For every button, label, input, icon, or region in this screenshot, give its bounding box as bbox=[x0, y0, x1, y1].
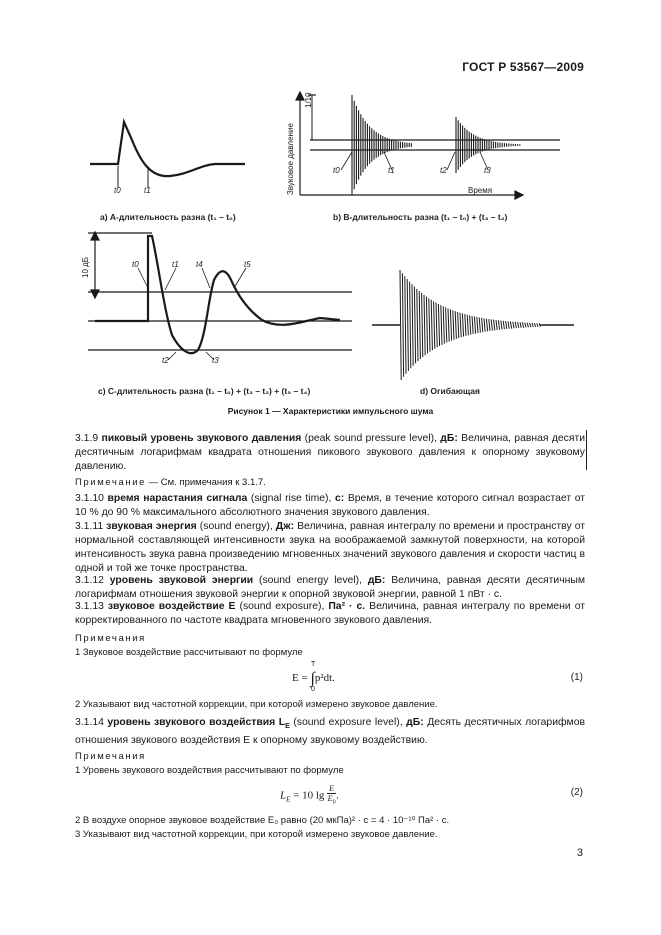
envelope-line bbox=[537, 323, 538, 327]
envelope-line bbox=[460, 313, 461, 338]
panel-a-markers bbox=[118, 166, 148, 188]
envelope-line bbox=[443, 306, 444, 343]
label-b-t1: t1 bbox=[388, 166, 395, 175]
envelope-line bbox=[448, 308, 449, 341]
envelope-line bbox=[472, 316, 473, 334]
envelope-line bbox=[506, 321, 507, 329]
label-sound-pressure: Звуковое давление bbox=[286, 123, 295, 195]
envelope-line bbox=[446, 307, 447, 342]
para-3-1-14: 3.1.14 уровень звукового воздействия $L_E$ (sound exposure level), дБ: Десять десятичных логарифмов отношения звукового воздействия E к опорному звуковому воздействию. bbox=[75, 717, 585, 747]
label-a-t1: t1 bbox=[144, 186, 151, 195]
notes-3-1-14: Примечания 1 Уровень звукового воздействия рассчитывают по формуле bbox=[75, 751, 344, 776]
envelope-line bbox=[429, 298, 430, 352]
panel-b-burst-1 bbox=[352, 95, 411, 195]
envelope-line bbox=[467, 315, 468, 336]
envelope-line bbox=[407, 279, 408, 371]
page-number: 3 bbox=[576, 847, 583, 859]
label-c-t5: t5 bbox=[244, 260, 251, 269]
note-3-1-13-2: 2 Указывают вид частотной коррекции, при которой измерено звуковое давление. bbox=[75, 699, 438, 710]
envelope-line bbox=[513, 322, 514, 329]
change-bar bbox=[586, 430, 587, 470]
note-3-1-14-3: 3 Указывают вид частотной коррекции, при которой измерено звуковое давление. bbox=[75, 829, 438, 840]
envelope-line bbox=[501, 321, 502, 330]
envelope-line bbox=[527, 323, 528, 328]
envelope-line bbox=[530, 323, 531, 327]
envelope-line bbox=[419, 291, 420, 359]
envelope-line bbox=[508, 321, 509, 328]
envelope-line bbox=[436, 303, 437, 348]
integral-sign: ∫ bbox=[310, 670, 315, 687]
label-c-t2: t2 bbox=[162, 356, 169, 365]
envelope-line bbox=[410, 282, 411, 369]
envelope-line bbox=[400, 270, 401, 380]
envelope-line bbox=[532, 323, 533, 327]
envelope-line bbox=[482, 318, 483, 332]
label-time: Время bbox=[468, 186, 493, 195]
envelope-line bbox=[424, 295, 425, 355]
eq1-lower-limit: 0 bbox=[311, 686, 315, 693]
envelope-line bbox=[458, 312, 459, 338]
envelope-line bbox=[477, 317, 478, 333]
num-3-1-9: 3.1.9 bbox=[75, 433, 99, 444]
notes-3-1-13: Примечания 1 Звуковое воздействие рассчитывают по формуле bbox=[75, 633, 303, 658]
envelope-line bbox=[426, 297, 427, 354]
term-3-1-9: пиковый уровень звукового давления bbox=[101, 433, 302, 444]
envelope-line bbox=[489, 319, 490, 331]
envelope-line bbox=[455, 311, 456, 339]
envelope-line bbox=[491, 319, 492, 330]
caption-b: b) В-длительность разна (t₁ – t₀) + (t₃ – t₂) bbox=[333, 212, 508, 222]
eq1-upper-limit: T bbox=[311, 661, 316, 668]
panel-c-markers bbox=[138, 268, 246, 360]
equation-1-number: (1) bbox=[570, 672, 583, 683]
envelope-line bbox=[479, 317, 480, 332]
label-one-tenth: 1/10 bbox=[304, 92, 313, 108]
envelope-line bbox=[498, 320, 499, 329]
envelope-line bbox=[525, 323, 526, 328]
equation-1: E = ∫p²dt. bbox=[292, 670, 335, 687]
envelope-line bbox=[470, 315, 471, 334]
envelope-line bbox=[417, 289, 418, 361]
envelope-line bbox=[434, 301, 435, 348]
envelope-line bbox=[422, 293, 423, 357]
para-3-1-11: 3.1.11 звуковая энергия (sound energy), Дж: Величина, равная интегралу по времени и пространству от нормальной составляющей интенсивности звука на воображаемой замкнутой поверхности, на которой интенсивность звука равна произведению мгновенных значений звукового давления и скорости частиц в одной и той же точке пространства. bbox=[75, 521, 586, 574]
standard-header: ГОСТ Р 53567—2009 bbox=[462, 60, 584, 74]
para-3-1-9: 3.1.9 пиковый уровень звукового давления (peak sound pressure level), дБ: Величина, равная десяти десятичным логарифмам квадрата отношения пикового звукового давления к опорному звуковому давлению. bbox=[75, 433, 586, 472]
label-b-t3: t3 bbox=[484, 166, 491, 175]
caption-a: а) А-длительность разна (t₁ – t₀) bbox=[100, 212, 236, 222]
equation-2-number: (2) bbox=[570, 787, 583, 798]
envelope-line bbox=[438, 304, 439, 346]
para-3-1-12: 3.1.12 уровень звуковой энергии (sound energy level), дБ: Величина, равная десяти десятичным логарифмам отношения звуковой энергии к опорной звуковой энергии, равной 1 пВт · с. bbox=[75, 575, 586, 600]
envelope-line bbox=[402, 273, 403, 377]
envelope-line bbox=[474, 316, 475, 333]
envelope-line bbox=[503, 321, 504, 329]
note-3-1-9: Примечание — См. примечания к 3.1.7. bbox=[75, 477, 266, 488]
envelope-line bbox=[465, 314, 466, 336]
envelope-line bbox=[486, 319, 487, 332]
envelope-line bbox=[412, 284, 413, 365]
label-b-t0: t0 bbox=[333, 166, 340, 175]
envelope-line bbox=[462, 313, 463, 336]
envelope-line bbox=[441, 305, 442, 345]
panel-c-waveform bbox=[95, 236, 340, 353]
para-3-1-10: 3.1.10 время нарастания сигнала (signal rise time), с: Время, в течение которого сигнал возрастает от 10 % до 90 % максимального абсолютного значения звукового давления. bbox=[75, 493, 586, 518]
envelope-line bbox=[496, 320, 497, 330]
equation-2: $L_E = 10$ lg $\frac{E}{E_0}$ . bbox=[280, 784, 339, 806]
envelope-line bbox=[414, 287, 415, 364]
envelope-line bbox=[515, 322, 516, 328]
caption-c: с) С-длительность разна (t₁ – t₀) + (t₃ – t₂) + (t₅ – t₄) bbox=[98, 386, 311, 396]
panel-b-axes bbox=[296, 92, 560, 199]
figure-title: Рисунок 1 — Характеристики импульсного шума bbox=[227, 406, 434, 416]
label-ten-db: 10 дБ bbox=[81, 256, 90, 278]
label-a-t0: t0 bbox=[114, 186, 121, 195]
envelope-line bbox=[534, 323, 535, 327]
para-3-1-13: 3.1.13 звуковое воздействие E (sound exposure), Па² · с. Величина, равная интегралу по времени от корректированного по частоте квадрата мгновенного звукового давления. bbox=[75, 601, 586, 626]
panel-b-burst-2 bbox=[456, 117, 520, 173]
label-b-t2: t2 bbox=[440, 166, 447, 175]
panel-a-waveform bbox=[90, 122, 245, 176]
envelope-line bbox=[405, 276, 406, 374]
envelope-line bbox=[518, 322, 519, 328]
envelope-line bbox=[510, 322, 511, 329]
panel-c-axes bbox=[88, 232, 352, 350]
envelope-line bbox=[431, 300, 432, 350]
label-c-t4: t4 bbox=[196, 260, 203, 269]
label-c-t3: t3 bbox=[212, 356, 219, 365]
label-c-t1: t1 bbox=[172, 260, 179, 269]
envelope-line bbox=[450, 309, 451, 340]
envelope-line bbox=[484, 318, 485, 331]
envelope-line bbox=[520, 322, 521, 327]
envelope-line bbox=[494, 320, 495, 331]
envelope-line bbox=[522, 322, 523, 327]
label-c-t0: t0 bbox=[132, 260, 139, 269]
envelope-line bbox=[453, 310, 454, 339]
panel-d-envelope bbox=[400, 270, 540, 380]
caption-d: d) Огибающая bbox=[420, 386, 480, 396]
note-3-1-14-2: 2 В воздухе опорное звуковое воздействие E₀ равно (20 мкПа)² · с = 4 · 10⁻¹⁰ Па² · с. bbox=[75, 815, 450, 826]
